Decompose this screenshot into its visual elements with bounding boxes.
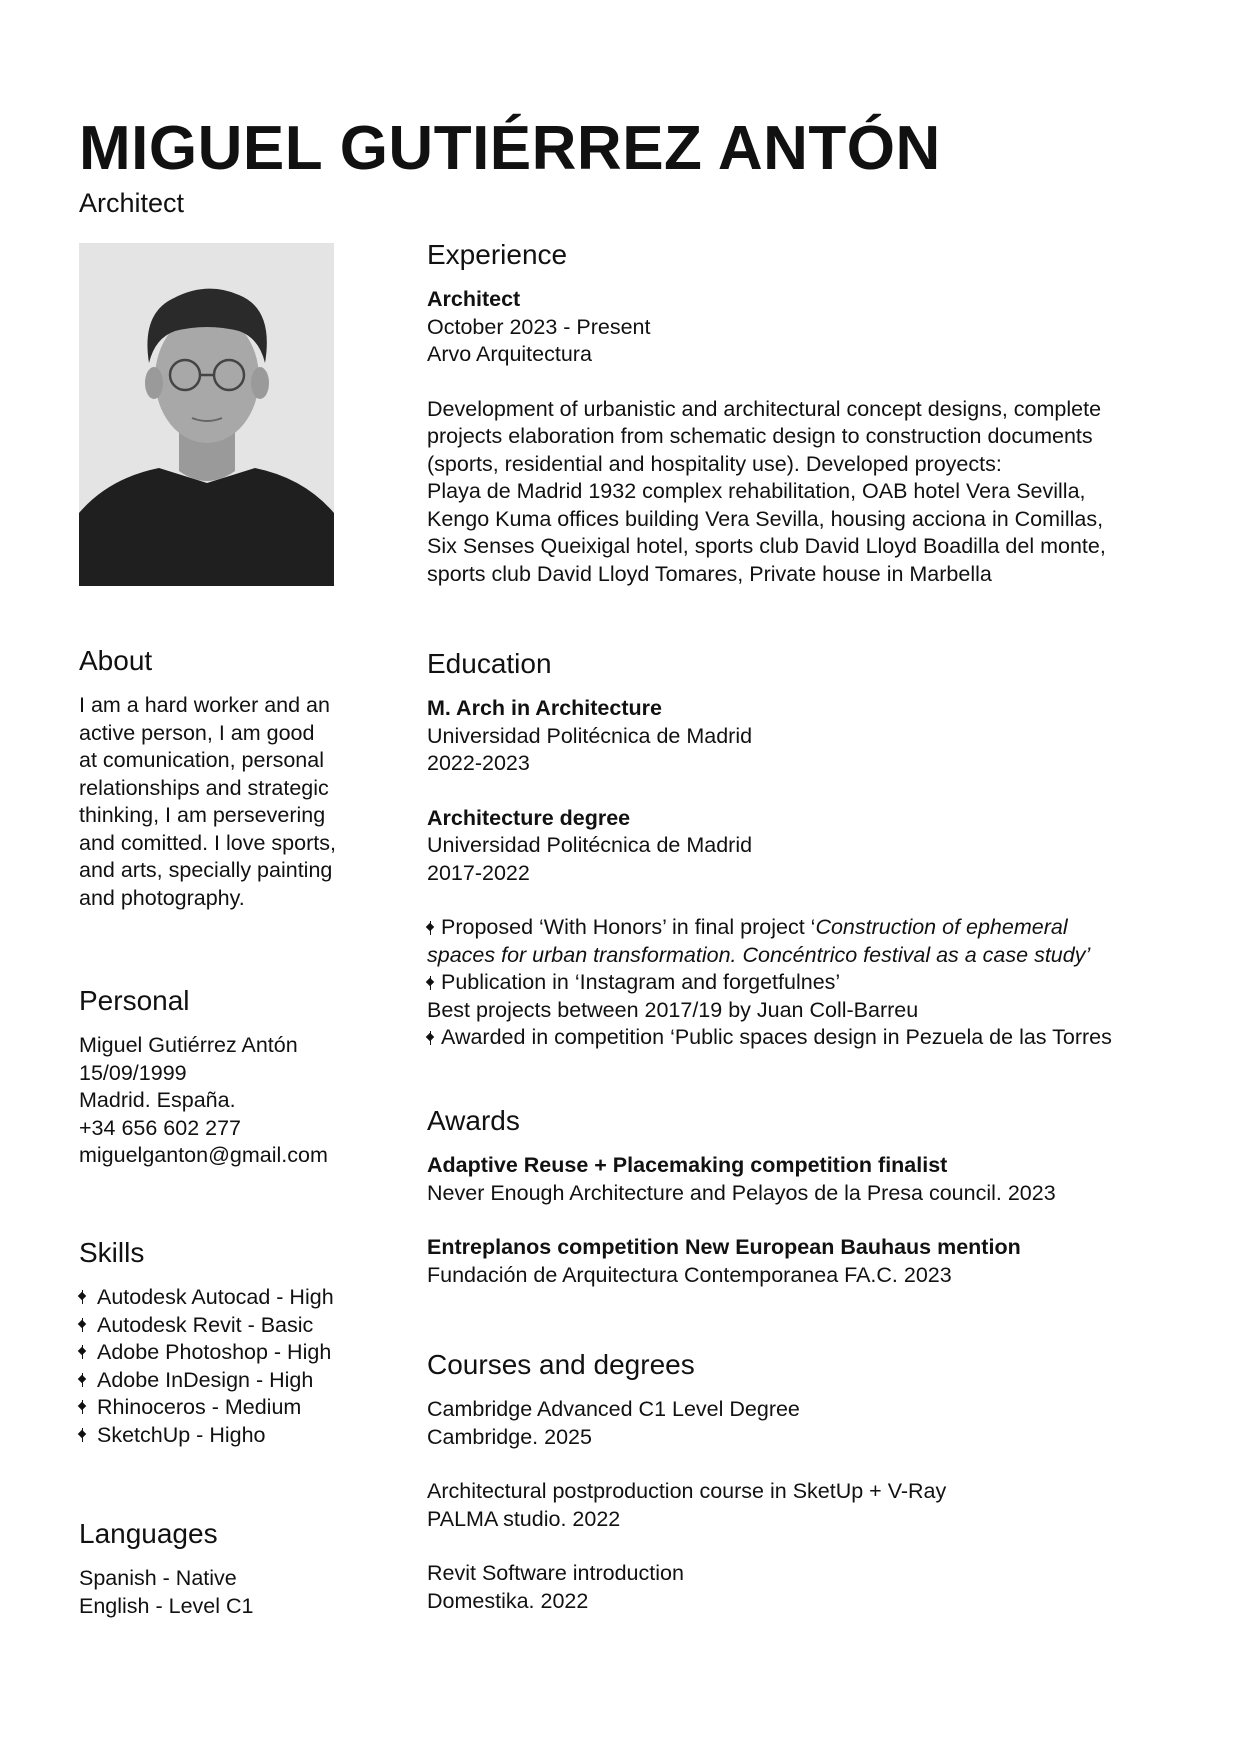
job-description-line: Development of urbanistic and architectural concept designs, complete (427, 396, 1102, 421)
award-name: Adaptive Reuse + Placemaking competition finalist (427, 1153, 948, 1177)
skills-section (79, 1239, 379, 1449)
bullet-icon (79, 1318, 85, 1332)
about-line: active person, I am good (79, 720, 315, 745)
skill-label: Autodesk Autocad - High (97, 1285, 334, 1309)
education-years: 2022-2023 (427, 751, 530, 775)
language-item: English - Level C1 (79, 1593, 254, 1618)
about-line: and comitted. I love sports, (79, 830, 336, 855)
course-entry (427, 1560, 1207, 1615)
education-school: Universidad Politécnica de Madrid (427, 723, 753, 748)
skill-item (79, 1394, 379, 1422)
course-name: Architectural postproduction course in SketUp + V-Ray (427, 1479, 947, 1503)
course-name: Revit Software introduction (427, 1561, 684, 1585)
about-text (79, 692, 379, 912)
bullet-icon (79, 1345, 85, 1359)
about-title: About (79, 645, 153, 676)
job-description-line: Kengo Kuma offices building Vera Sevilla, housing acciona in Comillas, (427, 506, 1104, 531)
education-title: Education (427, 648, 552, 679)
skill-label: Adobe InDesign - High (97, 1367, 314, 1392)
languages-title: Languages (79, 1518, 218, 1549)
course-org: PALMA studio. 2022 (427, 1506, 621, 1531)
honors-project-title: Construction of ephemeral (815, 915, 1068, 939)
bullet-icon (79, 1373, 85, 1387)
portrait-photo (79, 243, 334, 586)
personal-location: Madrid. España. (79, 1088, 236, 1112)
course-entry (427, 1478, 1207, 1533)
honors-highlight (427, 914, 1207, 942)
course-entry (427, 1396, 1207, 1451)
skill-label: SketchUp - Higho (97, 1422, 266, 1447)
about-line: relationships and strategic (79, 775, 329, 800)
skill-label: Adobe Photoshop - High (97, 1340, 332, 1364)
education-highlights (427, 914, 1207, 1052)
job-title: Architect (427, 287, 521, 311)
courses-title: Courses and degrees (427, 1349, 695, 1380)
skill-item (79, 1422, 379, 1450)
skill-item (79, 1339, 379, 1367)
education-degree: Architecture degree (427, 805, 631, 830)
job-company: Arvo Arquitectura (427, 342, 592, 366)
job-description-line: projects elaboration from schematic design to construction documents (427, 424, 1093, 448)
education-entry (427, 695, 1207, 778)
about-line: and photography. (79, 885, 245, 910)
education-years: 2017-2022 (427, 860, 530, 885)
about-line: at comunication, personal (79, 748, 325, 772)
job-description-line: Playa de Madrid 1932 complex rehabilitation, OAB hotel Vera Sevilla, (427, 479, 1086, 503)
job-description (427, 396, 1207, 589)
bullet-icon (79, 1290, 85, 1304)
courses-section (427, 1351, 1207, 1615)
job-description-line: (sports, residential and hospitality use). Developed proyects: (427, 451, 1002, 476)
experience-section (427, 241, 1207, 588)
award-highlight (427, 1024, 1207, 1052)
education-entry (427, 805, 1207, 888)
job-dates: October 2023 - Present (427, 314, 651, 339)
personal-full-name: Miguel Gutiérrez Antón (79, 1033, 298, 1057)
awards-title: Awards (427, 1105, 520, 1136)
job-description-line: Six Senses Queixigal hotel, sports club David Lloyd Boadilla del monte, (427, 534, 1106, 558)
skill-item (79, 1284, 379, 1312)
person-name: MIGUEL GUTIÉRREZ ANTÓN (79, 114, 941, 183)
publication-detail: Best projects between 2017/19 by Juan Coll-Barreu (427, 997, 919, 1022)
honors-prefix: Proposed ‘With Honors’ in final project ‘ (441, 915, 816, 939)
person-role: Architect (79, 188, 185, 218)
about-line: I am a hard worker and an (79, 693, 330, 717)
job-description-line: sports club David Lloyd Tomares, Private house in Marbella (427, 561, 992, 586)
course-org: Domestika. 2022 (427, 1588, 589, 1613)
personal-title: Personal (79, 985, 190, 1016)
awards-section (427, 1107, 1207, 1289)
about-line: and arts, specially painting (79, 858, 333, 882)
bullet-icon (79, 1400, 85, 1414)
skill-item (79, 1367, 379, 1395)
education-school: Universidad Politécnica de Madrid (427, 833, 753, 857)
publication-text: Publication in ‘Instagram and forgetfulnes’ (441, 970, 841, 994)
honors-project-title-cont: spaces for urban transformation. Concéntrico festival as a case study’ (427, 942, 1091, 967)
course-org: Cambridge. 2025 (427, 1424, 592, 1449)
experience-title: Experience (427, 239, 568, 270)
languages-section (79, 1520, 379, 1620)
skill-label: Rhinoceros - Medium (97, 1395, 302, 1419)
personal-birth-date: 15/09/1999 (79, 1060, 187, 1085)
personal-section (79, 987, 379, 1170)
bullet-icon (427, 976, 433, 990)
about-section (79, 647, 379, 912)
skills-title: Skills (79, 1237, 145, 1268)
course-name: Cambridge Advanced C1 Level Degree (427, 1397, 800, 1421)
personal-phone: +34 656 602 277 (79, 1115, 242, 1140)
education-section (427, 650, 1207, 1052)
award-entry (427, 1152, 1207, 1207)
skill-item (79, 1312, 379, 1340)
about-line: thinking, I am persevering (79, 803, 326, 827)
skill-label: Autodesk Revit - Basic (97, 1312, 314, 1337)
award-org: Never Enough Architecture and Pelayos de la Presa council. 2023 (427, 1180, 1056, 1205)
language-item: Spanish - Native (79, 1566, 237, 1590)
bullet-icon (427, 921, 433, 935)
award-entry (427, 1234, 1207, 1289)
publication-highlight (427, 969, 1207, 997)
education-degree: M. Arch in Architecture (427, 696, 662, 720)
bullet-icon (427, 1031, 433, 1045)
bullet-icon (79, 1428, 85, 1442)
award-org: Fundación de Arquitectura Contemporanea FA.C. 2023 (427, 1262, 952, 1287)
personal-email: miguelganton@gmail.com (79, 1143, 328, 1167)
award-text: Awarded in competition ‘Public spaces design in Pezuela de las Torres (441, 1025, 1112, 1049)
award-name: Entreplanos competition New European Bauhaus mention (427, 1235, 1021, 1259)
